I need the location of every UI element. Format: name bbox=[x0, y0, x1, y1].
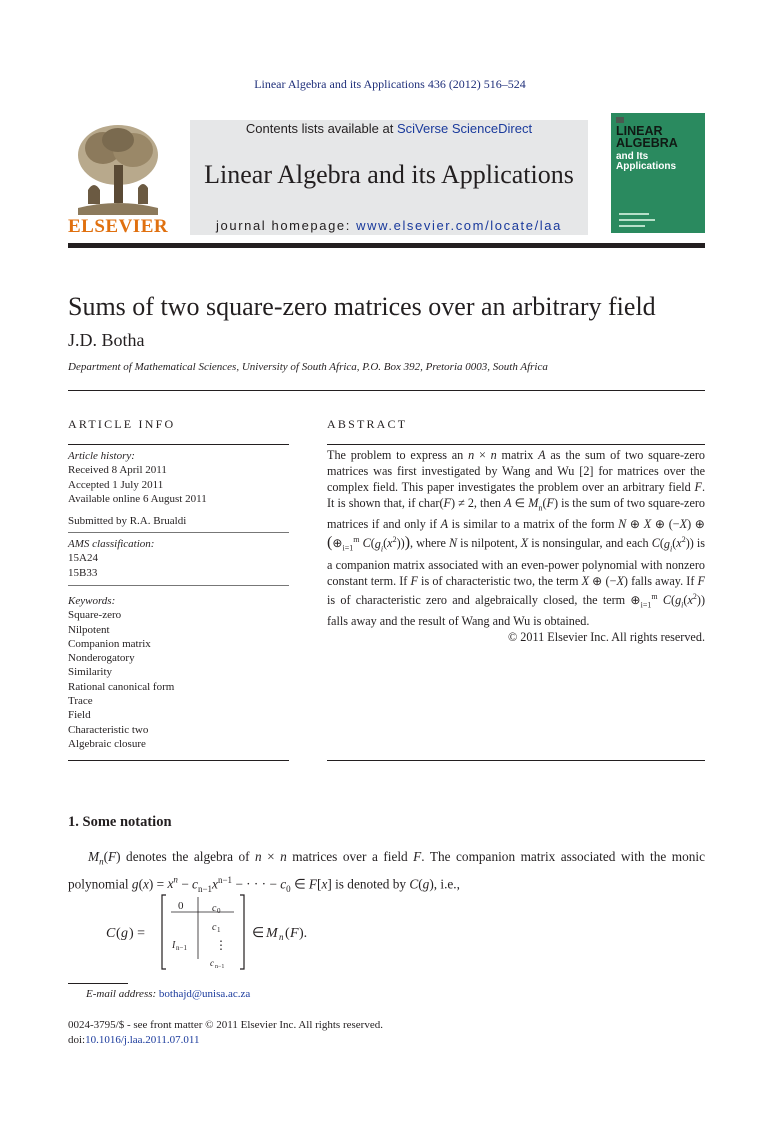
svg-text:0: 0 bbox=[217, 907, 221, 915]
doi-link[interactable]: 10.1016/j.laa.2011.07.011 bbox=[85, 1033, 200, 1046]
footnote-rule bbox=[68, 983, 128, 984]
svg-text:) =: ) = bbox=[129, 926, 146, 941]
abstract-bottom-rule bbox=[327, 760, 705, 761]
online-date: Available online 6 August 2011 bbox=[68, 492, 207, 505]
svg-text:⋮: ⋮ bbox=[215, 938, 227, 952]
svg-text:).: ). bbox=[299, 926, 308, 941]
header-rule bbox=[68, 243, 705, 248]
svg-text:(: ( bbox=[116, 926, 121, 941]
accepted-date: Accepted 1 July 2011 bbox=[68, 478, 164, 491]
info-rule bbox=[68, 444, 289, 445]
front-matter-text: 0024-3795/$ - see front matter © 2011 Elsevier Inc. All rights reserved. bbox=[68, 1019, 383, 1031]
info-rule bbox=[68, 532, 289, 533]
svg-text:M: M bbox=[266, 926, 278, 941]
article-history bbox=[68, 449, 289, 506]
ams-code: 15A24 bbox=[68, 552, 98, 565]
homepage-line bbox=[190, 218, 588, 233]
author-affiliation: Department of Mathematical Sciences, University of South Africa, P.O. Box 392, Pretoria 0003, South Africa bbox=[68, 361, 548, 373]
svg-text:C: C bbox=[106, 926, 116, 941]
doi-label: doi: bbox=[68, 1033, 86, 1046]
info-bottom-rule bbox=[68, 760, 289, 761]
cover-detail-line bbox=[619, 213, 649, 215]
svg-text:n−1: n−1 bbox=[215, 964, 225, 970]
email-link[interactable]: bothajd@unisa.ac.za bbox=[158, 988, 251, 1000]
cover-detail-line bbox=[619, 225, 645, 227]
section-paragraph: $M_n(F)$ denotes the algebra of n × n matrices over a field F. The companion matrix associated with the monic polynomial $g(x) = x^n - c_{n-1}x^{n-1}$ − · · · − $c_0$ ∈ F[x] is denoted by C(g), i.e., bbox=[68, 849, 705, 894]
svg-text:c: c bbox=[212, 922, 217, 933]
svg-text:I: I bbox=[172, 940, 176, 951]
ams-classification bbox=[68, 537, 289, 580]
title-rule bbox=[68, 390, 705, 391]
svg-text:0: 0 bbox=[178, 900, 184, 912]
journal-title: Linear Algebra and its Applications bbox=[204, 160, 574, 189]
keyword: Trace bbox=[68, 695, 93, 708]
journal-cover bbox=[611, 113, 705, 233]
homepage-prefix: journal homepage: bbox=[216, 218, 357, 233]
abstract-heading: ABSTRACT bbox=[327, 417, 408, 431]
email-label: E-mail address: bbox=[86, 988, 157, 1000]
elsevier-wordmark: ELSEVIER bbox=[68, 216, 169, 237]
footnote-email bbox=[86, 988, 250, 1000]
cover-logo-icon bbox=[616, 117, 624, 123]
cover-title-line-3: and Its bbox=[616, 151, 649, 162]
article-title: Sums of two square-zero matrices over an arbitrary field bbox=[68, 292, 656, 321]
svg-text:c: c bbox=[212, 903, 217, 914]
svg-text:F: F bbox=[290, 926, 299, 941]
keyword: Nilpotent bbox=[68, 623, 110, 636]
svg-text:n: n bbox=[279, 932, 284, 942]
svg-text:c: c bbox=[210, 958, 214, 968]
svg-text:∈: ∈ bbox=[252, 926, 265, 941]
submitted-by: Submitted by R.A. Brualdi bbox=[68, 515, 187, 527]
keyword: Similarity bbox=[68, 666, 112, 679]
author-name: J.D. Botha bbox=[68, 330, 145, 350]
svg-text:1: 1 bbox=[217, 926, 221, 934]
svg-text:n−1: n−1 bbox=[176, 944, 187, 952]
sciencedirect-link[interactable]: SciVerse ScienceDirect bbox=[396, 121, 533, 136]
copyright-notice: © 2011 Elsevier Inc. All rights reserved. bbox=[508, 630, 705, 645]
cover-title-line-1: LINEAR bbox=[616, 124, 663, 138]
cover-title-line-4: Applications bbox=[616, 161, 677, 172]
section-heading: 1. Some notation bbox=[68, 814, 172, 830]
cover-subtitle bbox=[616, 152, 676, 172]
front-matter bbox=[68, 1018, 383, 1047]
svg-text:g: g bbox=[121, 926, 128, 941]
keywords-label: Keywords: bbox=[68, 595, 116, 607]
received-date: Received 8 April 2011 bbox=[68, 464, 167, 477]
article-info-heading: ARTICLE INFO bbox=[68, 417, 176, 431]
companion-matrix-equation bbox=[106, 893, 346, 973]
keywords-list bbox=[68, 594, 289, 751]
ams-code: 15B33 bbox=[68, 566, 98, 579]
keyword: Algebraic closure bbox=[68, 737, 146, 750]
ams-label: AMS classification: bbox=[68, 538, 155, 550]
contents-line bbox=[190, 121, 588, 136]
abstract-rule bbox=[327, 444, 705, 445]
contents-prefix: Contents lists available at bbox=[245, 121, 397, 136]
svg-text:(: ( bbox=[285, 926, 290, 941]
info-rule bbox=[68, 585, 289, 586]
keyword: Field bbox=[68, 709, 91, 722]
abstract-text: The problem to express an n × n matrix A as the sum of two square-zero matrices was first investigated by Wang and Wu [2] for matrices over the complex field. This paper investigates the problem over an arbitrary field F. It is shown that, if char(F) ≠ 2, then A ∈ $M_n(F)$ is the sum of two square-zero matrices if and only if A is similar to a matrix of the form N ⊕ X ⊕ (−X) ⊕ ($\oplus_{i=1}^m$ $C(g_i(x^2))$), where N is nilpotent, X is nonsingular, and each $C(g_i(x^2))$ is a companion matrix associated with an even-power polynomial with nonzero constant term. If F is of characteristic two, the term X ⊕ (−X) falls away. If F is of characteristic zero and algebraically closed, the term $\oplus_{i=1}^m$ $C(g_i(x^2))$ falls away and the result of Wang and Wu is obtained. © 2011 Elsevier Inc. All rights reserved. bbox=[327, 448, 706, 645]
history-label: Article history: bbox=[68, 450, 135, 462]
homepage-link[interactable]: www.elsevier.com/locate/laa bbox=[356, 218, 562, 233]
keyword: Rational canonical form bbox=[68, 680, 175, 693]
keyword: Characteristic two bbox=[68, 723, 149, 736]
keyword: Companion matrix bbox=[68, 637, 151, 650]
keyword: Nonderogatory bbox=[68, 652, 135, 665]
journal-reference[interactable]: Linear Algebra and its Applications 436 (2012) 516–524 bbox=[254, 77, 526, 91]
cover-detail-line bbox=[619, 219, 655, 221]
keyword: Square-zero bbox=[68, 609, 122, 622]
cover-title-line-2: ALGEBRA bbox=[616, 136, 678, 150]
doi-line bbox=[68, 1033, 383, 1048]
cover-title bbox=[616, 125, 678, 149]
